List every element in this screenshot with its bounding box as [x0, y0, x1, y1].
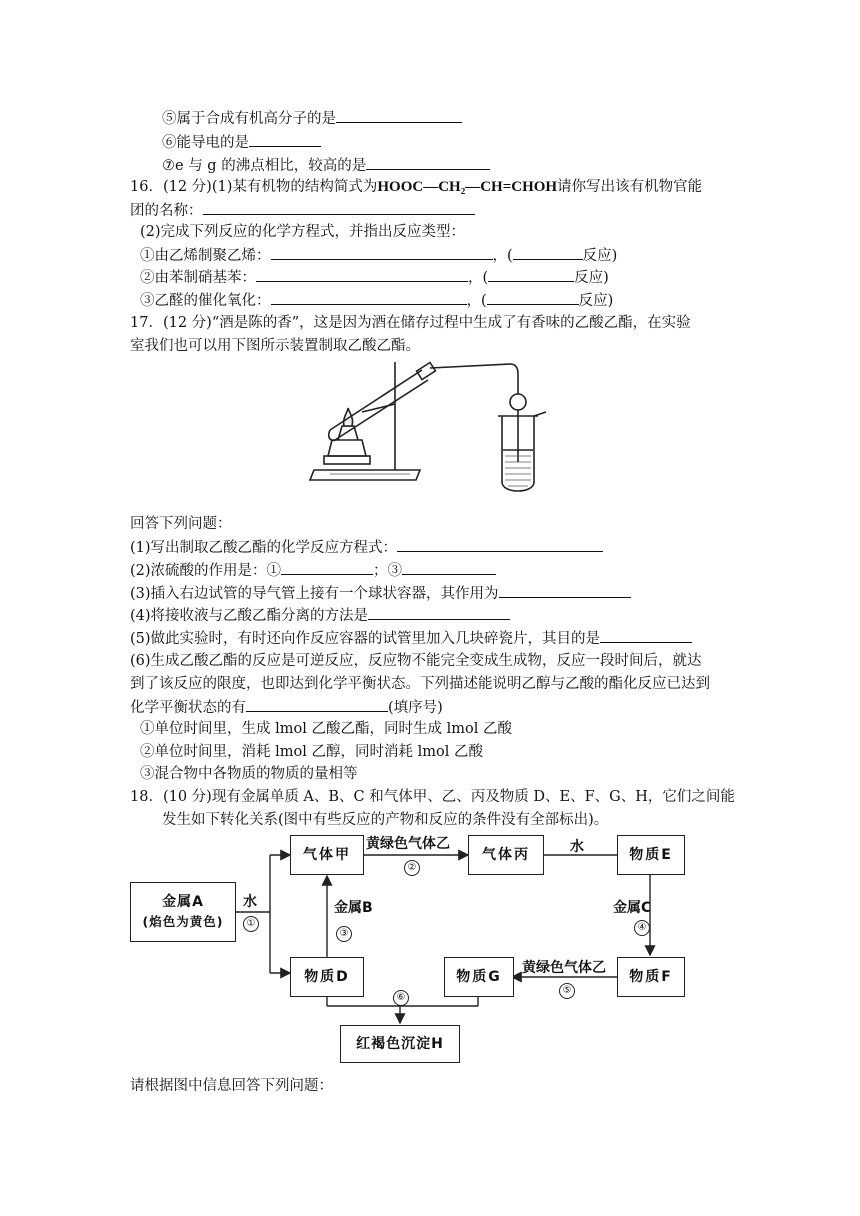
box-substance-e: 物质E	[617, 835, 685, 875]
q17-part6-line1: (6)生成乙酸乙酯的反应是可逆反应，反应物不能完全变成生成物，反应一段时间后，就达	[130, 653, 702, 669]
q17-part5: (5)做此实验时，有时还向作反应容器的试管里加入几块碎瓷片，其目的是	[130, 628, 692, 649]
box-substance-f: 物质F	[617, 957, 685, 997]
step-4: ④	[634, 920, 650, 936]
q17-part3: (3)插入右边试管的导气管上接有一个球状容器，其作用为	[130, 583, 631, 604]
label-yellow-green-gas-1: 黄绿色气体乙	[366, 836, 450, 852]
q15-item-5: ⑤属于合成有机高分子的是	[162, 108, 462, 129]
q17-part1: (1)写出制取乙酸乙酯的化学反应方程式：	[130, 537, 603, 558]
label-water-2: 水	[570, 839, 584, 855]
q15-item-6: ⑥能导电的是	[162, 132, 321, 153]
label-yellow-green-gas-2: 黄绿色气体乙	[522, 960, 606, 976]
box-substance-d: 物质D	[290, 957, 364, 997]
box-gas-bing: 气体丙	[468, 835, 544, 875]
box-substance-g: 物质G	[444, 957, 514, 997]
q16-line1: 16．(12 分)(1)某有机物的结构简式为HOOC—CH₂—CH=CHOH请你写出该有机物官能	[130, 179, 703, 195]
q16-line2: 团的名称：	[130, 200, 475, 221]
q16-reaction-3: ③乙醛的催化氧化： ，( 反应)	[140, 290, 613, 311]
q17-part4: (4)将接收液与乙酸乙酯分离的方法是	[130, 605, 510, 626]
q17-line2: 室我们也可以用下图所示装置制取乙酸乙酯。	[130, 338, 420, 354]
step-2: ②	[404, 860, 420, 876]
q17-option-1: ①单位时间里，生成 lmol 乙酸乙酯，同时生成 lmol 乙酸	[140, 721, 512, 737]
step-5: ⑤	[559, 983, 575, 999]
label-metal-c: 金属C	[613, 900, 652, 916]
label-water-1: 水	[243, 894, 257, 910]
step-3: ③	[336, 926, 352, 942]
step-6: ⑥	[393, 990, 409, 1006]
q16-part2: (2)完成下列反应的化学方程式，并指出反应类型：	[140, 224, 466, 240]
box-gas-jia: 气体甲	[290, 835, 364, 875]
q17-part2: (2)浓硫酸的作用是：① ；③	[130, 560, 496, 581]
q15-item-7: ⑦e 与 g 的沸点相比，较高的是	[162, 155, 490, 176]
q17-answer-lead: 回答下列问题：	[130, 516, 232, 532]
label-metal-b: 金属B	[334, 900, 373, 916]
q17-option-2: ②单位时间里，消耗 lmol 乙醇，同时消耗 lmol 乙酸	[140, 744, 483, 760]
q17-part6-line3: 化学平衡状态的有 (填序号)	[130, 697, 443, 718]
box-precipitate-h: 红褐色沉淀H	[340, 1025, 460, 1063]
q17-part6-line2: 到了该反应的限度，也即达到化学平衡状态。下列描述能说明乙醇与乙酸的酯化反应已达到	[130, 676, 710, 692]
q16-reaction-2: ②由苯制硝基苯： ，( 反应)	[140, 267, 609, 288]
q18-line1: 18．(10 分)现有金属单质 A、B、C 和气体甲、乙、丙及物质 D、E、F、G、H，它们之间能	[130, 789, 735, 805]
q17-line1: 17．(12 分)“酒是陈的香”，这是因为酒在储存过程中生成了有香味的乙酸乙酯，在实验	[130, 315, 691, 331]
q18-closing: 请根据图中信息回答下列问题：	[130, 1078, 333, 1094]
structural-formula: HOOC—CH₂—CH=CHOH	[377, 179, 558, 195]
q16-reaction-1: ①由乙烯制聚乙烯： ，( 反应)	[140, 245, 617, 266]
step-1: ①	[243, 916, 259, 932]
q18-line2: 发生如下转化关系(图中有些反应的产物和反应的条件没有全部标出)。	[162, 812, 609, 828]
q17-option-3: ③混合物中各物质的物质的量相等	[140, 766, 358, 782]
box-metal-a: 金属A (焰色为黄色)	[130, 882, 236, 942]
